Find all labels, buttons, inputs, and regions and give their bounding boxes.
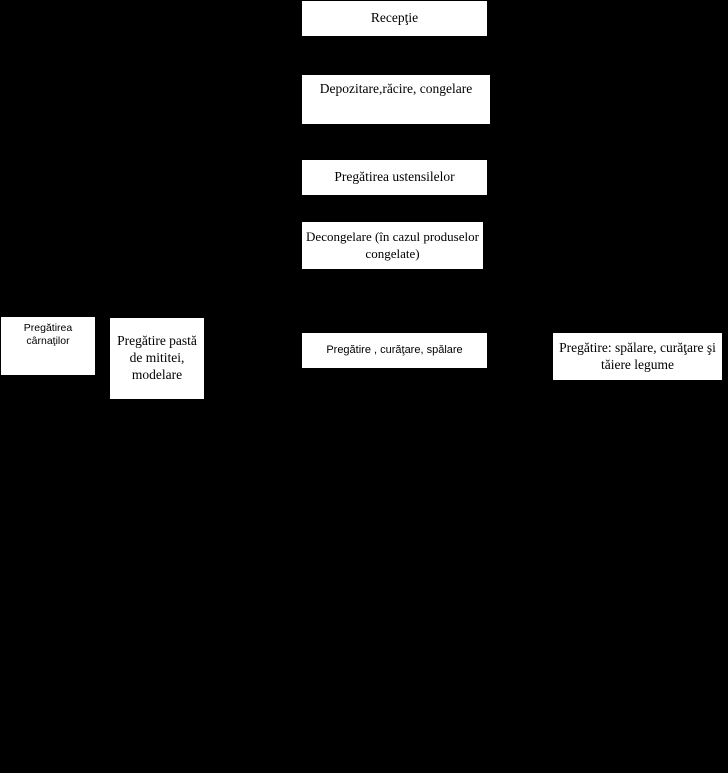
step-ustensile-box xyxy=(302,160,487,195)
step-mititei-label: Pregătire pastă de mititei, modelare xyxy=(117,333,197,382)
step-depozitare-box xyxy=(302,75,490,124)
step-mititei-box xyxy=(110,318,204,399)
step-legume-box xyxy=(553,333,722,380)
step-depozitare-label: Depozitare,răcire, congelare xyxy=(319,81,473,96)
step-receptie-label: Recepţie xyxy=(370,10,419,26)
step-carnati-label: Pregătirea cârnaţilor xyxy=(23,322,73,348)
step-receptie-box xyxy=(302,1,487,36)
step-carnati-box xyxy=(1,317,95,375)
step-decongelare-box xyxy=(302,222,483,269)
step-curatare-box xyxy=(302,333,487,368)
step-legume-label: Pregătire: spălare, curăţare şi tăiere legume xyxy=(559,339,716,372)
step-ustensile-label: Pregătirea ustensilelor xyxy=(334,169,455,185)
step-decongelare-label: Decongelare (în cazul produselor congelate) xyxy=(306,229,479,261)
step-curatare-label: Pregătire , curăţare, spălare xyxy=(326,343,463,356)
